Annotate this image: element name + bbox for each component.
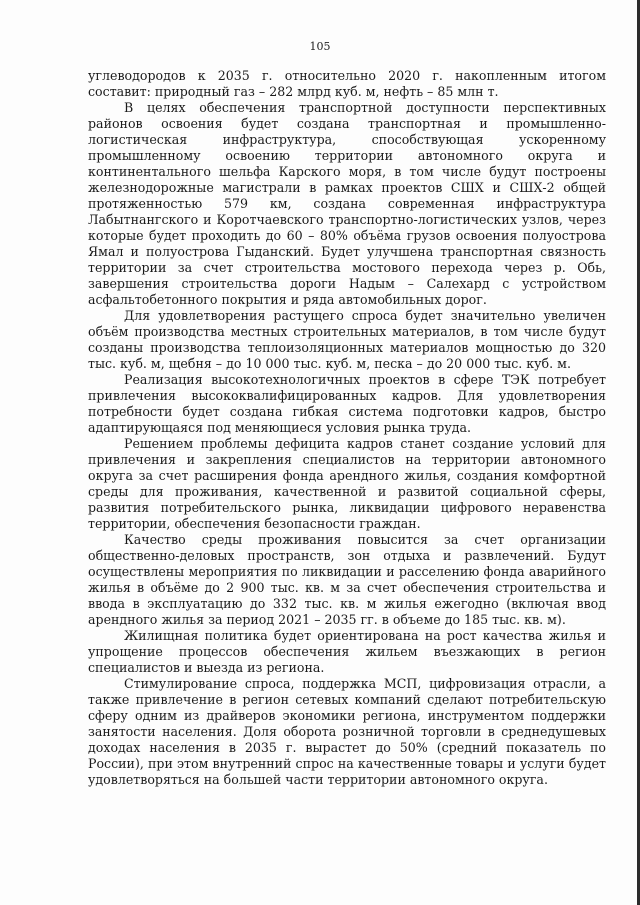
paragraph-living-environment: Качество среды проживания повысится за счет организации общественно-деловых пространств, зон отдыха и развлечений. Будут осуществлены мероприятия по ликвидации и расселению фонда аварийного жилья в объёме до 2 900 тыс. кв. м за счет обеспечения строительства и ввода в эксплуатацию до 332 тыс. кв. м жилья ежегодно (включая ввод арендного жилья за период 2021 – 2035 гг. в объеме до 185 тыс. кв. м). (88, 532, 606, 627)
paragraph-fuel-energy-personnel: Реализация высокотехнологичных проектов в сфере ТЭК потребует привлечения высококвалифицированных кадров. Для удовлетворения потребности будет создана гибкая система подготовки кадров, быстро адаптирующаяся под меняющиеся условия рынка труда. (88, 372, 606, 435)
paragraph-construction-materials: Для удовлетворения растущего спроса будет значительно увеличен объём производства местных строительных материалов, в том числе будут созданы производства теплоизоляционных материалов мощностью до 320 тыс. куб. м, щебня – до 10 000 тыс. куб. м, песка – до 20 000 тыс. куб. м. (88, 308, 606, 371)
paragraph-personnel-shortage: Решением проблемы дефицита кадров станет создание условий для привлечения и закрепления специалистов на территории автономного округа за счет расширения фонда арендного жилья, создания комфортной среды для проживания, качественной и развитой социальной сферы, развития потребительского рынка, ликвидации цифрового неравенства территории, обеспечения безопасности граждан. (88, 436, 606, 531)
page-number: 105 (309, 40, 331, 53)
paragraph-hydrocarbon-production: углеводородов к 2035 г. относительно 2020 г. накопленным итогом составит: природный газ – 282 млрд куб. м, нефть – 85 млн т. (88, 68, 606, 99)
document-body (88, 68, 606, 788)
paragraph-consumer-sector: Стимулирование спроса, поддержка МСП, цифровизация отрасли, а также привлечение в регион сетевых компаний сделают потребительскую сферу одним из драйверов экономики региона, инструментом поддержки занятости населения. Доля оборота розничной торговли в среднедушевых доходах населения в 2035 г. вырастет до 50% (средний показатель по России), при этом внутренний спрос на качественные товары и услуги будет удовлетворяться на большей части территории автономного округа. (88, 676, 606, 787)
paragraph-housing-policy: Жилищная политика будет ориентирована на рост качества жилья и упрощение процессов обеспечения жильем въезжающих в регион специалистов и выезда из региона. (88, 628, 606, 675)
paragraph-transport-infrastructure: В целях обеспечения транспортной доступности перспективных районов освоения будет создана транспортная и промышленно-логистическая инфраструктура, способствующая ускоренному промышленному освоению территории автономного округа и континентального шельфа Карского моря, в том числе будут построены железнодорожные магистрали в рамках проектов СШХ и СШХ-2 общей протяженностью 579 км, создана современная инфраструктура Лабытнангского и Коротчаевского транспортно-логистических узлов, через которые будет проходить до 60 – 80% объёма грузов освоения полуострова Ямал и полуострова Гыданский. Будет улучшена транспортная связность территории за счет строительства мостового перехода через р. Обь, завершения строительства дороги Надым – Салехард с устройством асфальтобетонного покрытия и ряда автомобильных дорог. (88, 100, 606, 307)
